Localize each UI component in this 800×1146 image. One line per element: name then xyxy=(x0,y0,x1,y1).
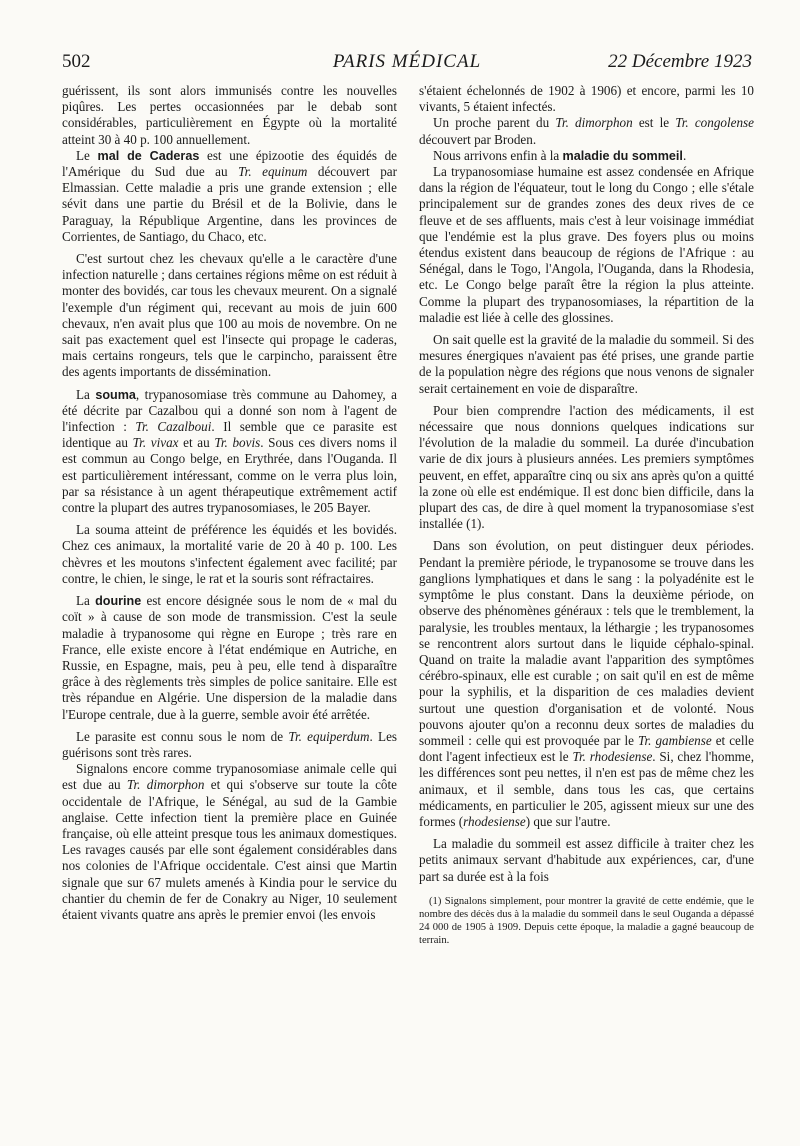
species-name: Tr. dimorphon xyxy=(126,777,205,793)
paragraph: On sait quelle est la gravité de la maladie du sommeil. Si des mesures énergiques n'avaient pas été prises, une grande partie de la population nègre des régions que nous venons de signaler serait certainement en voie de disparaître. xyxy=(419,332,754,396)
species-name: Tr. gambiense xyxy=(637,732,712,748)
paragraph-maladie-du-sommeil: Nous arrivons enfin à la maladie du sommeil. xyxy=(433,147,687,163)
species-name: Tr. Cazalboui xyxy=(135,419,212,435)
species-name: Tr. congolense xyxy=(675,115,754,131)
paragraph: Dans son évolution, on peut distinguer deux périodes. Pendant la première période, le trypanosome se trouve dans les ganglions lymphatiques et dans le sang : la polyadénite est le symptôme le plus constant. Dans la deuxième période, on observe des phénomènes généraux : tels que le tremblement, la paralysie, les troubles mentaux, la léthargie ; les trypanosomes se rencontrent alors surtout dans le liquide céphalo-spinal. Quand on traite la maladie avant l'apparition des symptômes cérébro-spinaux, elle est curable ; on sait qu'il en est de même pour la syphilis, et la disparition de ces maladies devient surtout une question d'organisation et de volonté. Nous pouvons ajouter qu'on a reconnu deux sortes de maladies du sommeil : celle qui est provoquée par le Tr. gambiense et celle dont l'agent infectieux est le Tr. rhodesiense. Si, chez l'homme, les différences sont peu nettes, il n'en est pas de même chez les animaux, et il semble, dans tous les cas, que certains médicaments, en particulier le 205, agissent mieux sur une des formes (rhodesiense) que sur l'autre. xyxy=(419,538,754,829)
paragraph-mal-de-caderas: Le mal de Caderas est une épizootie des équidés de l'Amérique du Sud due au Tr. equinum découvert par Elmassian. Cette maladie a pris une grande extension ; elle sévit dans une partie du Brésil et de la Bolivie, dans le Paraguay, la République Argentine, dans les provinces de Corrientes, de Santiago, du Chaco, etc. xyxy=(62,147,397,244)
term-dourine: dourine xyxy=(95,594,142,609)
right-column xyxy=(419,83,754,947)
term-souma: souma xyxy=(95,387,136,402)
running-header xyxy=(62,50,752,74)
species-name: Tr. vivax xyxy=(132,435,179,451)
species-name: Tr. equiperdum xyxy=(288,728,370,744)
paragraph: Le parasite est connu sous le nom de Tr. equiperdum. Les guérisons sont très rares. xyxy=(62,728,398,760)
species-name: Tr. bovis xyxy=(214,435,261,451)
paragraph-souma: La souma, trypanosomiase très commune au Dahomey, a été décrite par Cazalbou qui a donné son nom à l'agent de l'infection : Tr. Cazalboui. Il semble que ce parasite est identique au Tr. vivax et au Tr. bovis. Sous ces divers noms il est commun au Congo belge, en Erythrée, dans l'Ouganda. Il est particulièrement intéressant, comme on le verra plus loin, par sa résistance à un agent thérapeutique extrêmement actif contre la plupart des autres trypanosomiases, le 205 Bayer. xyxy=(62,386,397,516)
species-name: rhodesiense xyxy=(463,813,526,829)
paragraph: C'est surtout chez les chevaux qu'elle a le caractère d'une infection naturelle ; dans certaines régions même on est réduit à monter des bovidés, car tous les chevaux meurent. On a signalé l'exemple d'un régiment qui, recevant au mois de juin 600 chevaux, n'en avait plus que 100 au mois de novembre. On ne sait pas exactement quel est l'insecte qui propage le caderas, mais certains rongeurs, tels que le carpincho, paraissent être des agents importants de dissémination. xyxy=(62,251,397,380)
term-mal-de-caderas: mal de Caderas xyxy=(97,148,200,163)
species-name: Tr. dimorphon xyxy=(555,115,633,131)
footnote-text: (1) Signalons simplement, pour montrer la gravité de cette endémie, que le nombre des décès dus à la maladie du sommeil dans le seul Ouganda a dépassé 24 000 de 1905 à 1909. Depuis cette époque, la maladie a gagné beaucoup de terrain. xyxy=(419,895,754,946)
paragraph-dourine: La dourine est encore désignée sous le nom de « mal du coït » à cause de son mode de transmission. C'est la seule maladie à trypanosome qui règne en Europe ; très rare en France, elle existe encore à l'état endémique en Autriche, en Russie, en Espagne, mais, peu à peu, elle tend à disparaître grâce à des règlements très simples de police sanitaire. Elle est très répandue en Algérie. Une dispersion de la maladie dans l'Europe centrale, due à la guerre, semble avoir été arrêtée. xyxy=(62,593,397,722)
paragraph: La souma atteint de préférence les équidés et les bovidés. Chez ces animaux, la mortalité varie de 20 à 40 p. 100. Les chèvres et les moutons s'infectent également avec facilité; par contre, le chien, le singe, le rat et la souris sont réfractaires. xyxy=(62,522,397,586)
paragraph: s'étaient échelonnés de 1902 à 1906) et encore, parmi les 10 vivants, 5 étaient infectés. xyxy=(419,83,754,115)
term-maladie-du-sommeil: maladie du sommeil xyxy=(562,148,683,163)
issue-date: 22 Décembre 1923 xyxy=(608,51,752,72)
species-name: Tr. rhodesiense xyxy=(572,749,653,765)
paragraph: Signalons encore comme trypanosomiase animale celle qui est due au Tr. dimorphon et qui s'observe sur toute la côte occidentale de l'Afrique, le Sénégal, au sud de la Gambie anglaise. Cette infection tient la première place en Guinée française, où elle atteint presque tous les animaux domestiques. Les ravages causés par elle sont également considérables dans nos colonies de l'Afrique occidentale. C'est ainsi que Martin signale que sur 67 mulets amenés à Kindia pour le service du chantier du chemin de fer de Conakry au Niger, 10 seulement étaient vivants quatre ans après le premier envoi (les envois xyxy=(62,761,397,922)
paragraph: Pour bien comprendre l'action des médicaments, il est nécessaire que nous donnions quelques indications sur l'évolution de la maladie du sommeil. La durée d'incubation varie de dix jours à plusieurs années. Les premiers symptômes peuvent, en effet, apparaître cinq ou six ans après qu'on a quitté la zone où elle est endémique. Il est donc bien difficile, dans la plupart des cas, de dire à quel moment la trypanosomiase s'est installée (1). xyxy=(419,402,754,532)
paragraph: Un proche parent du Tr. dimorphon est le Tr. congolense découvert par Broden. xyxy=(419,115,754,147)
journal-title: PARIS MÉDICAL xyxy=(332,51,482,72)
footnote xyxy=(419,895,754,947)
paragraph: La maladie du sommeil est assez difficile à traiter chez les petits animaux servant d'habitude aux expériences, car, d'une part sa durée est à la fois xyxy=(419,836,754,884)
paragraph: guérissent, ils sont alors immunisés contre les nouvelles piqûres. Les pertes occasionnées par le debab sont considérables, particulièrement en Égypte où la mortalité atteint 30 à 40 p. 100 annuellement. xyxy=(62,83,397,147)
species-name: Tr. equinum xyxy=(238,164,308,180)
page-number: 502 xyxy=(62,51,91,72)
paragraph: La trypanosomiase humaine est assez condensée en Afrique dans la région de l'équateur, tout le long du Congo ; elle s'étale principalement sur de grandes zones des deux rives de ce fleuve et de ses affluents, mais c'est à leur voisinage immédiat que l'endémie est la plus grave. Des foyers plus ou moins étendus existent dans beaucoup de régions de l'Afrique : au Sénégal, dans le Togo, l'Angola, l'Ouganda, dans la Rhodesia, etc. Le Congo belge paraît être la région la plus atteinte. Comme la plupart des trypanosomiases, la répartition de la maladie est liée à celle des glossines. xyxy=(419,164,754,325)
left-column xyxy=(62,83,397,923)
